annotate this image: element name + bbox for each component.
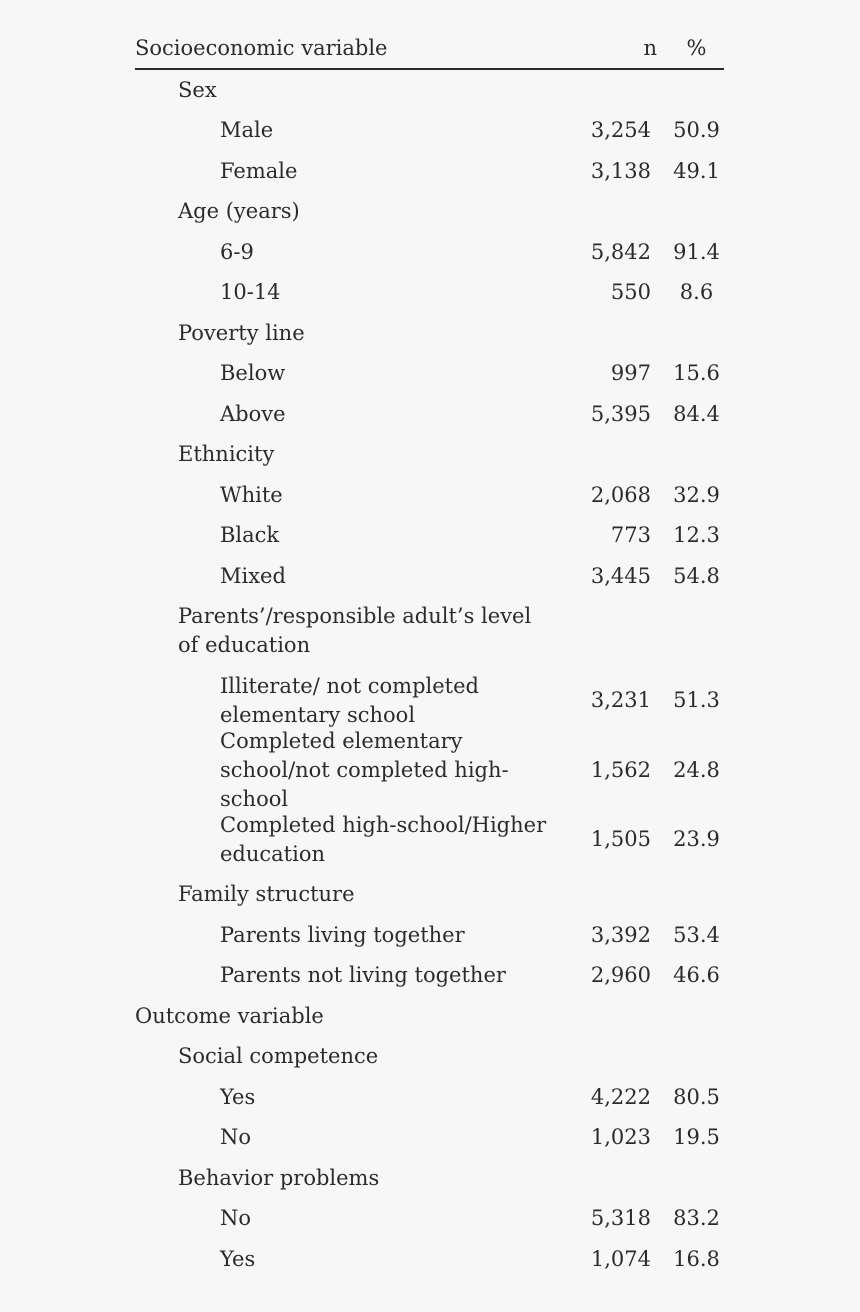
table-row — [135, 1239, 724, 1280]
row-pct: 19.5 — [673, 1125, 720, 1150]
row-label: 6-9 — [220, 239, 254, 264]
row-n: 5,318 — [590, 1206, 651, 1231]
table-row — [135, 394, 724, 435]
row-pct: 50.9 — [673, 118, 720, 143]
row-label: Age (years) — [178, 199, 300, 224]
row-pct: 84.4 — [673, 401, 720, 426]
row-label: Above — [220, 401, 286, 426]
row-n: 3,231 — [590, 688, 651, 713]
row-label: Family structure — [178, 882, 355, 907]
table-row — [135, 1077, 724, 1118]
row-label: Black — [220, 523, 280, 548]
table-row — [135, 956, 724, 997]
table-row — [135, 192, 724, 233]
row-label: Ethnicity — [178, 442, 275, 467]
row-label: Illiterate/ not completed elementary school — [220, 673, 479, 727]
row-n: 5,842 — [590, 239, 651, 264]
header-variable: Socioeconomic variable — [135, 36, 388, 60]
row-pct: 12.3 — [673, 523, 720, 548]
table-row — [135, 556, 724, 597]
row-label: Completed elementary school/not completed high-school — [220, 728, 509, 811]
table-row — [135, 728, 724, 811]
row-n: 3,138 — [590, 158, 651, 183]
table-row — [135, 273, 724, 314]
row-label: Male — [220, 118, 274, 143]
row-label: Below — [220, 361, 286, 386]
row-pct: 46.6 — [673, 963, 720, 988]
row-n: 1,074 — [590, 1246, 651, 1271]
row-pct: 53.4 — [673, 922, 720, 947]
table-row — [135, 597, 724, 667]
row-label: Behavior problems — [178, 1165, 380, 1190]
row-label: 10-14 — [220, 280, 281, 305]
row-n: 997 — [610, 361, 651, 386]
table-row — [135, 70, 724, 111]
row-pct: 8.6 — [679, 280, 714, 305]
row-pct: 24.8 — [673, 757, 720, 782]
row-pct: 49.1 — [673, 158, 720, 183]
row-n: 773 — [610, 523, 651, 548]
row-pct: 15.6 — [673, 361, 720, 386]
row-label: Mixed — [220, 563, 286, 588]
table-row — [135, 996, 724, 1037]
row-label: Sex — [178, 77, 217, 102]
table-row — [135, 435, 724, 476]
row-label: Parents not living together — [220, 963, 506, 988]
row-pct: 23.9 — [673, 827, 720, 852]
row-n: 3,445 — [590, 563, 651, 588]
row-n: 5,395 — [590, 401, 651, 426]
row-pct: 32.9 — [673, 482, 720, 507]
table-row — [135, 875, 724, 916]
table-row — [135, 1118, 724, 1159]
row-label: No — [220, 1125, 252, 1150]
row-n: 1,562 — [590, 757, 651, 782]
row-pct: 51.3 — [673, 688, 720, 713]
row-pct: 91.4 — [673, 239, 720, 264]
header-pct: % — [686, 36, 707, 60]
row-label: Yes — [220, 1246, 256, 1271]
row-n: 1,505 — [590, 827, 651, 852]
row-label: Outcome variable — [135, 1003, 324, 1028]
row-label: Yes — [220, 1084, 256, 1109]
row-pct: 54.8 — [673, 563, 720, 588]
row-pct: 16.8 — [673, 1246, 720, 1271]
table-header — [135, 30, 724, 70]
row-n: 2,960 — [590, 963, 651, 988]
header-n: n — [643, 36, 657, 60]
row-n: 1,023 — [590, 1125, 651, 1150]
row-label: Parents living together — [220, 922, 465, 947]
table-row — [135, 1037, 724, 1078]
row-n: 3,254 — [590, 118, 651, 143]
row-pct: 80.5 — [673, 1084, 720, 1109]
row-label: No — [220, 1206, 252, 1231]
row-label: White — [220, 482, 283, 507]
row-label: Parents’/responsible adult’s level of education — [178, 604, 532, 658]
row-pct: 83.2 — [673, 1206, 720, 1231]
table-row — [135, 111, 724, 152]
row-label: Female — [220, 158, 298, 183]
row-label: Completed high-school/Higher education — [220, 812, 547, 866]
table-row — [135, 666, 724, 736]
table-row — [135, 1199, 724, 1240]
row-n: 4,222 — [590, 1084, 651, 1109]
row-n: 550 — [610, 280, 651, 305]
table-row — [135, 475, 724, 516]
row-n: 2,068 — [590, 482, 651, 507]
table-row — [135, 516, 724, 557]
table-row — [135, 313, 724, 354]
row-label: Poverty line — [178, 320, 305, 345]
data-table — [135, 30, 724, 1280]
row-label: Social competence — [178, 1044, 379, 1069]
table-row — [135, 151, 724, 192]
table-row — [135, 1158, 724, 1199]
table-row — [135, 232, 724, 273]
table-row — [135, 805, 724, 875]
table-row — [135, 354, 724, 395]
table-row — [135, 915, 724, 956]
row-n: 3,392 — [590, 922, 651, 947]
